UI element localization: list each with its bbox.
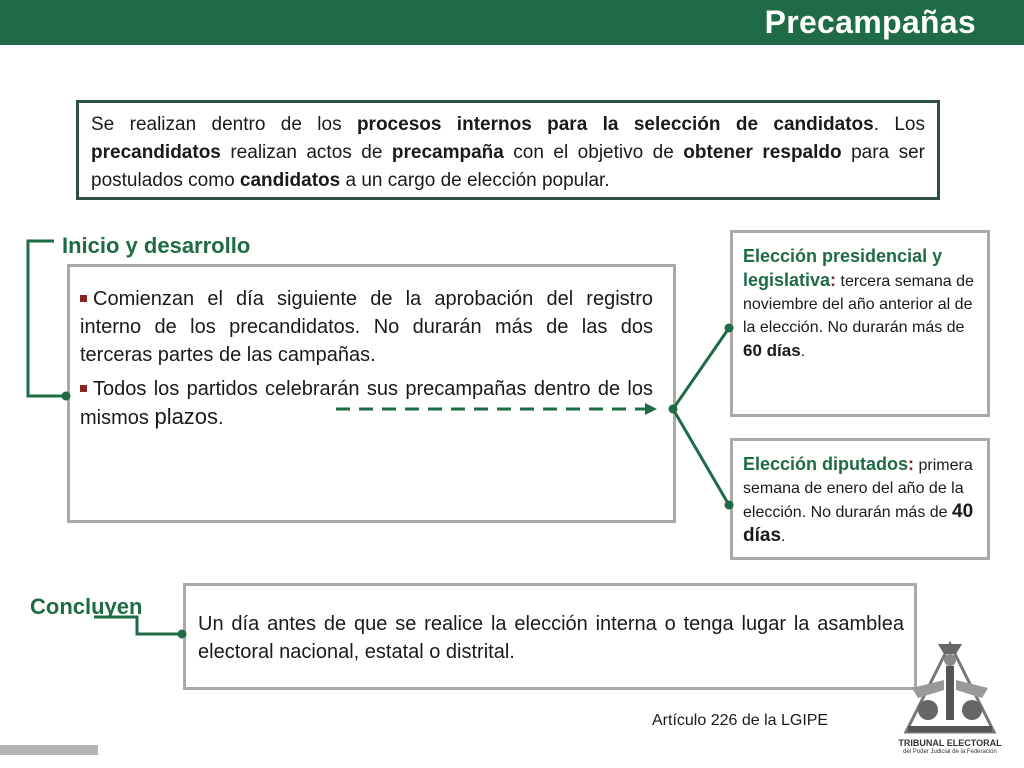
tribunal-logo bbox=[898, 640, 1002, 760]
intro-text-run: . Los bbox=[873, 114, 925, 135]
inicio-bracket-line bbox=[28, 241, 66, 396]
diputados-box: Elección diputados: primera semana de enero del año de la elección. No durarán más de 40 días. bbox=[730, 438, 990, 560]
intro-text-run: procesos internos para la selección de candidatos bbox=[356, 114, 874, 135]
intro-text-run: obtener respaldo bbox=[683, 142, 842, 163]
intro-text-run: para ser postulados como bbox=[91, 142, 925, 191]
inicio-label: Inicio y desarrollo bbox=[62, 233, 251, 258]
bottom-gray-bar bbox=[0, 745, 98, 755]
intro-text-run: candidatos bbox=[239, 170, 341, 191]
inicio-item-1: Comienzan el día siguiente de la aprobación del registro interno de los precandidatos. No durarán más de las dos terceras partes de las campañas. bbox=[80, 288, 653, 366]
concluyen-box bbox=[183, 583, 917, 690]
fork-line-top bbox=[673, 328, 729, 409]
article-reference: Artículo 226 de la LGIPE bbox=[652, 712, 829, 729]
presidencial-heading: Elección presidencial y legislativa bbox=[743, 246, 943, 290]
intro-text-run: precampaña bbox=[391, 142, 504, 163]
intro-text-run: a un cargo de elección popular. bbox=[340, 170, 610, 191]
logo-text-line1: TRIBUNAL ELECTORAL bbox=[898, 738, 1002, 748]
inicio-box bbox=[67, 264, 676, 523]
intro-box bbox=[76, 100, 940, 200]
concluyen-label: Concluyen bbox=[30, 594, 143, 619]
intro-text bbox=[91, 114, 925, 191]
square-bullet-icon bbox=[80, 385, 87, 392]
intro-text-run: con el objetivo de bbox=[503, 142, 684, 163]
inicio-item-2: Todos los partidos celebrarán sus precampañas dentro de los mismos plazos. bbox=[80, 378, 653, 429]
title-bar bbox=[0, 0, 1024, 45]
square-bullet-icon bbox=[80, 295, 87, 302]
page-title: Precampañas bbox=[764, 4, 976, 40]
logo-text-line2: del Poder Judicial de la Federación bbox=[903, 749, 997, 755]
concluyen-text: Un día antes de que se realice la elección interna o tenga lugar la asamblea electoral nacional, estatal o distrital. bbox=[198, 613, 904, 663]
intro-text-run: Se realizan dentro de los bbox=[91, 114, 357, 135]
presidencial-box: Elección presidencial y legislativa: tercera semana de noviembre del año anterior al de la elección. No durarán más de 60 días. bbox=[730, 230, 990, 417]
diputados-heading: Elección diputados bbox=[743, 454, 909, 474]
intro-text-run: realizan actos de bbox=[220, 142, 392, 163]
intro-text-run: precandidatos bbox=[91, 142, 221, 163]
fork-line-bottom bbox=[673, 409, 729, 505]
scales-of-justice-icon bbox=[898, 640, 1002, 738]
